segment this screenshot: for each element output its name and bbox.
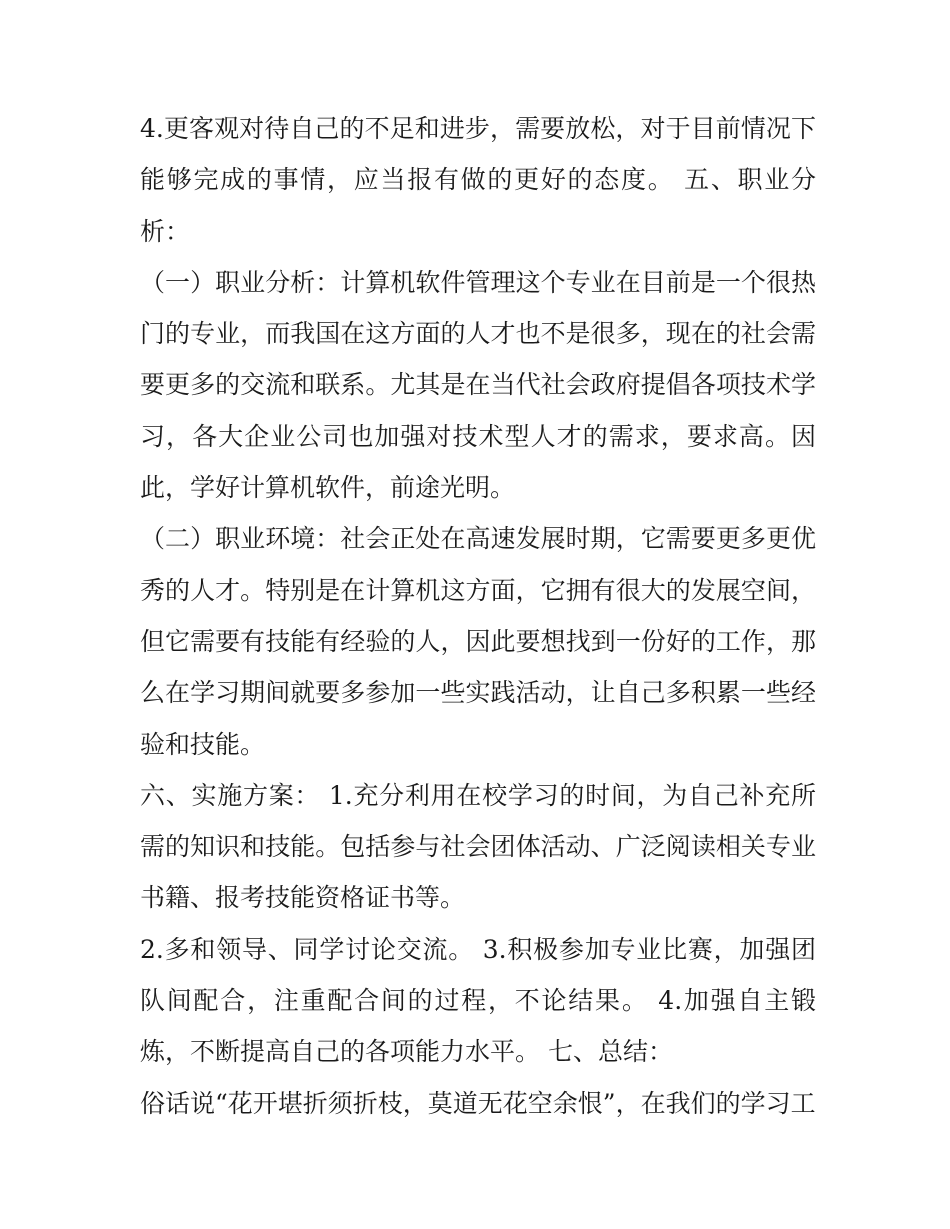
- paragraph-plan-steps: 2.多和领导、同学讨论交流。 3.积极参加专业比赛，加强团队间配合，注重配合间的过程，不论结果。 4.加强自主锻炼，不断提高自己的各项能力水平。 七、总结：: [140, 934, 816, 1067]
- paragraph-implementation-plan: 六、实施方案： 1.充分利用在校学习的时间，为自己补充所需的知识和技能。包括参与社会团体活动、广泛阅读相关专业书籍、报考技能资格证书等。: [140, 780, 816, 913]
- document-body: [140, 103, 816, 1129]
- paragraph-career-environment: （二）职业环境：社会正处在高速发展时期，它需要更多更优秀的人才。特别是在计算机这方面，它拥有很大的发展空间，但它需要有技能有经验的人，因此要想找到一份好的工作，那么在学习期间就要多参加一些实践活动，让自己多积累一些经验和技能。: [140, 524, 816, 759]
- paragraph-summary: 俗话说“花开堪折须折枝，莫道无花空余恨”，在我们的学习工: [140, 1088, 816, 1118]
- paragraph-career-analysis: （一）职业分析：计算机软件管理这个专业在目前是一个很热门的专业，而我国在这方面的人才也不是很多，现在的社会需要更多的交流和联系。尤其是在当代社会政府提倡各项技术学习，各大企业公司也加强对技术型人才的需求，要求高。因此，学好计算机软件，前途光明。: [140, 267, 816, 503]
- paragraph-self-improvement: 4.更客观对待自己的不足和进步，需要放松，对于目前情况下能够完成的事情，应当报有做的更好的态度。 五、职业分析：: [140, 114, 816, 246]
